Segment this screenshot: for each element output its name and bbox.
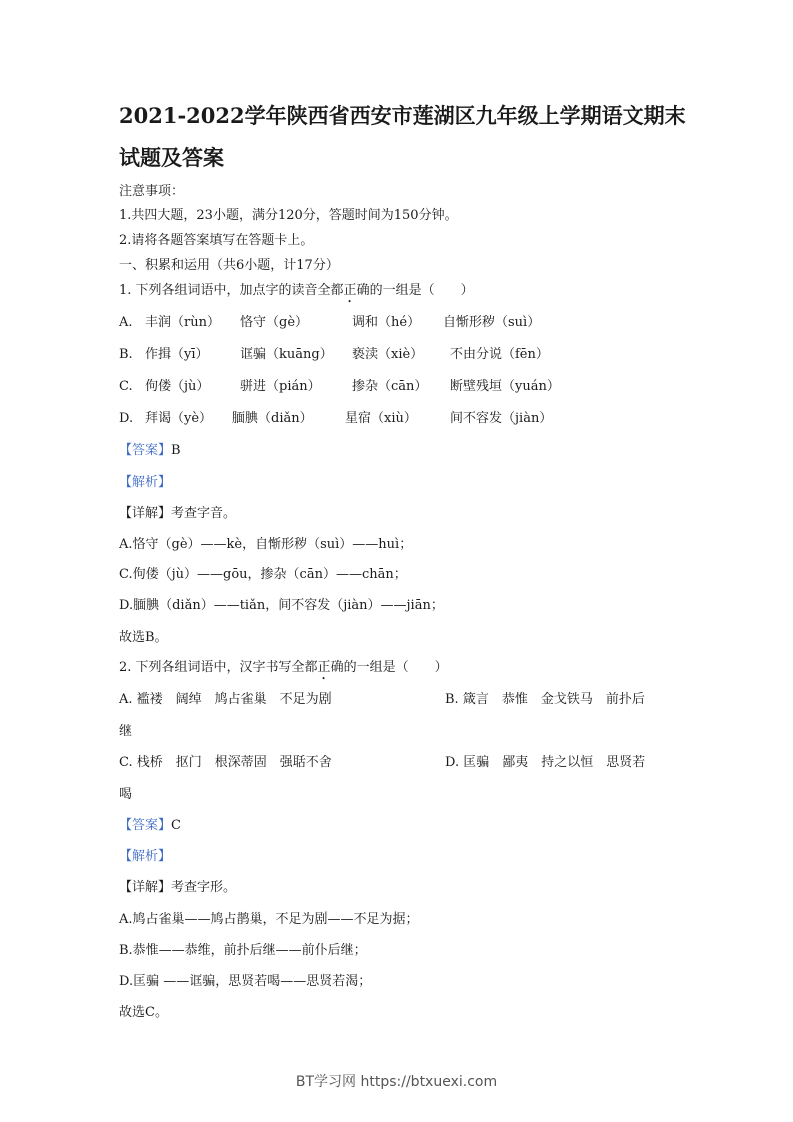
q2-option-b-continued: 继 [119, 724, 133, 739]
q1-explanation-1: A.恪守（gè）——kè，自惭形秽（suì）——huì； [119, 537, 413, 552]
q1-option-a-item-4: 自惭形秽（suì） [443, 315, 541, 330]
question-1-stem-text: 1. 下列各组词语中，加点字的读音全都 [119, 283, 344, 298]
q2-option-c: C. 栈桥 抠门 根深蒂固 强聒不舍 [119, 755, 332, 770]
q2-answer-label: 【答案】 [119, 818, 172, 833]
q1-option-d-item-4: 间不容发（jiàn） [450, 411, 553, 426]
question-2-stem [119, 659, 448, 683]
q1-option-d-item-3: 星宿（xiù） [345, 411, 417, 426]
q1-option-a-item-3: 调和（hé） [352, 315, 421, 330]
section-heading: 一、积累和运用（共6小题，计17分） [119, 258, 339, 273]
question-2-stem-dotted-char: 正 [317, 660, 331, 675]
q1-detail-label: 【详解】 [119, 506, 172, 521]
q1-option-d-item-1: 拜谒（yè） [145, 411, 213, 426]
q2-analysis-label: 【解析】 [119, 849, 172, 864]
question-1-stem-end: 确的一组是（ ） [356, 283, 474, 298]
question-2-stem-text: 2. 下列各组词语中，汉字书写全都 [119, 660, 318, 675]
q1-option-c-item-1: 佝偻（jù） [145, 379, 210, 394]
q1-explanation-3: D.腼腆（diǎn）——tiǎn，间不容发（jiàn）——jiān； [119, 598, 444, 613]
notice-heading: 注意事项： [119, 184, 185, 199]
q1-option-c-item-2: 骈进（pián） [240, 379, 321, 394]
notice-item-2: 2.请将各题答案填写在答题卡上。 [119, 233, 314, 248]
q2-conclusion: 故选C。 [119, 1005, 168, 1020]
q2-option-d: D. 匡骗 鄙夷 持之以恒 思贤若 [445, 755, 646, 770]
q1-option-b-item-2: 诓骗（kuāng） [240, 347, 333, 362]
q2-detail-label: 【详解】 [119, 880, 172, 895]
q1-option-b-item-3: 亵渎（xiè） [352, 347, 424, 362]
q1-option-c-item-4: 断壁残垣（yuán） [450, 379, 560, 394]
question-2-stem-end: 确的一组是（ ） [330, 660, 448, 675]
q2-detail-text: 考查字形。 [171, 880, 237, 895]
q1-option-a-item-2: 恪守（gè） [240, 315, 309, 330]
q2-answer [119, 817, 181, 835]
q1-answer [119, 442, 181, 460]
q1-option-b-item-4: 不由分说（fēn） [450, 347, 549, 362]
q2-explanation-2: B.恭惟——恭维，前扑后继——前仆后继； [119, 943, 367, 958]
question-1-stem-dotted-char: 正 [343, 283, 357, 298]
q1-explanation-2: C.佝偻（jù）——gōu，掺杂（cān）——chān； [119, 567, 407, 582]
q2-explanation-3: D.匡骗 ——诓骗，思贤若喝——思贤若渴； [119, 974, 372, 989]
q1-answer-value: B [171, 443, 181, 458]
q1-option-b-item-1: 作揖（yī） [145, 347, 209, 362]
q1-answer-label: 【答案】 [119, 443, 172, 458]
q1-option-c-item-3: 掺杂（cān） [352, 379, 428, 394]
q1-detail [119, 505, 236, 523]
page-title-line-2: 试题及答案 [119, 145, 224, 170]
page-title-line-1: 2021-2022学年陕西省西安市莲湖区九年级上学期语文期末 [119, 103, 686, 128]
q1-option-a-letter: A. [119, 315, 133, 330]
q1-analysis-label: 【解析】 [119, 475, 172, 490]
q2-option-b: B. 箴言 恭惟 金戈铁马 前扑后 [445, 692, 645, 707]
q1-option-a-item-1: 丰润（rùn） [145, 315, 220, 330]
site-footer-link[interactable]: BT学习网 https://btxuexi.com [295, 1074, 498, 1090]
q2-option-d-continued: 喝 [119, 787, 133, 802]
question-1-stem [119, 282, 474, 306]
q2-option-a: A. 褴褛 阔绰 鸠占雀巢 不足为剧 [119, 692, 332, 707]
q1-option-b-letter: B. [119, 347, 133, 362]
q2-explanation-1: A.鸠占雀巢——鸠占鹊巢，不足为剧——不足为据； [119, 912, 419, 927]
q1-option-d-item-2: 腼腆（diǎn） [232, 411, 313, 426]
q2-answer-value: C [171, 818, 181, 833]
q1-detail-text: 考查字音。 [171, 506, 237, 521]
q1-option-c-letter: C. [119, 379, 133, 394]
notice-item-1: 1.共四大题，23小题，满分120分，答题时间为150分钟。 [119, 208, 458, 223]
q2-detail [119, 879, 236, 897]
q1-option-d-letter: D. [119, 411, 134, 426]
q1-conclusion: 故选B。 [119, 630, 168, 645]
